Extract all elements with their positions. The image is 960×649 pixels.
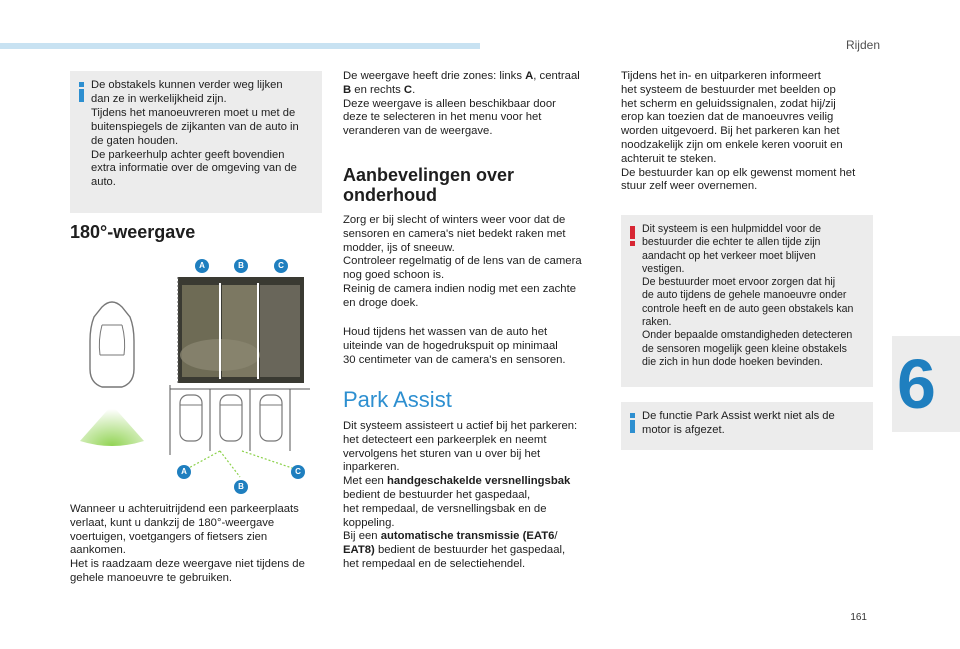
info-box-text [642,410,835,438]
info-icon [630,413,635,433]
heading-park-assist: Park Assist [343,387,452,412]
warning-line: bestuurder die echter te allen tijde zijn [642,236,821,249]
header-accent-bar [0,43,480,49]
info-line: Tijdens het manoeuvreren moet u met de [91,106,296,119]
text-line: worden uitgevoerd. Bij het parkeren kan het [621,125,840,138]
text-line: Zorg er bij slecht of winters weer voor dat de [343,214,566,226]
info-line: de gaten houden. [91,134,179,147]
text-line: achteruit te steken. [621,152,717,165]
info-line: extra informatie over de omgeving van de [91,162,297,175]
paragraph-park-assist [343,420,577,572]
paragraph-zones [343,70,580,139]
heading-line: onderhoud [343,185,437,205]
text-line: uiteinde van de hogedrukspuit op minimaal [343,339,558,352]
info-box-park-assist [621,402,873,450]
paragraph-onderhoud [343,214,582,311]
zone-badge-c-bottom: C [291,465,305,479]
heading-180-weergave: 180°-weergave [70,222,196,242]
chapter-title: Rijden [845,38,880,52]
text-line: verlaat, kunt u dankzij de 180°-weergave [70,516,275,529]
text-line: noodzakelijk zijn om enkele keren vooruit en [621,138,843,151]
heading-line: Aanbevelingen over [343,165,515,185]
paragraph-180-usage [70,503,305,586]
zone-badge-c-top: C [274,259,288,273]
parked-cars [170,389,310,451]
warning-line: aandacht op het verkeer moet blijven [642,249,816,262]
info-line: De parkeerhulp achter geeft bovendien [91,148,285,161]
text-line: Met een handgeschakelde versnellingsbak [343,475,571,488]
text-line: De weergave heeft drie zones: links A, centraal [343,70,580,82]
text-line: Dit systeem assisteert u actief bij het parkeren: [343,420,578,432]
figure-180-view [70,255,320,500]
paragraph-park-assist-intro [621,70,855,194]
info-line: motor is afgezet. [642,423,725,436]
text-line: voertuigen, voetgangers of fietsers zien [70,530,268,543]
text-line: 30 centimeter van de camera's en sensoren. [343,353,566,366]
info-line: buitenspiegels de zijkanten van de auto in [91,120,299,133]
warning-line: Onder bepaalde omstandigheden detecteren [642,329,853,342]
text-line: veranderen van de weergave. [343,125,493,138]
text-line: sensoren en camera's niet bedekt raken met [343,227,566,240]
text-line: Bij een automatische transmissie (EAT6/ [343,530,558,543]
page-number: 161 [850,612,867,623]
text-line: vervolgens het sturen van u over bij het [343,447,541,460]
zone-badge-a-top: A [195,259,209,273]
info-box-obstacles [70,71,322,213]
text-line: Deze weergave is alleen beschikbaar door [343,97,556,110]
warning-line: de auto tijdens de gehele manoeuvre onder [642,289,847,302]
info-line: dan ze in werkelijkheid zijn. [91,92,227,105]
car-top-view [90,302,134,387]
text-line: het systeem de bestuurder met beelden op [621,83,836,96]
text-line: aankomen. [70,544,126,557]
info-icon [79,82,84,102]
text-line: De bestuurder kan op elk gewenst moment het [621,166,856,179]
text-line: koppeling. [343,516,395,529]
warning-box-text [642,223,853,369]
info-line: De obstakels kunnen verder weg lijken [91,79,283,91]
text-line: het rempedaal, de versnellingsbak en de [343,502,547,515]
text-line: inparkeren. [343,461,400,474]
text-line: EAT8) bedient de bestuurder het gaspedaal, [343,544,566,557]
heading-onderhoud [343,165,514,205]
text-line: erop kan toezien dat de manoeuvres veilig [621,111,834,124]
text-line: stuur zelf weer overnemen. [621,180,758,193]
text-line: Wanneer u achteruitrijdend een parkeerplaats [70,503,299,515]
text-line: bedient de bestuurder het gaspedaal, [343,488,531,501]
zone-badge-b-bottom: B [234,480,248,494]
zone-badge-b-top: B [234,259,248,273]
info-line: auto. [91,176,116,189]
warning-icon [630,226,635,248]
info-line: De functie Park Assist werkt niet als de [642,410,835,422]
paragraph-wassen [343,326,566,367]
text-line: Reinig de camera indien nodig met een zachte [343,282,576,295]
info-box-text [91,79,299,190]
text-line: modder, ijs of sneeuw. [343,241,455,254]
text-line: B en rechts C. [343,83,416,96]
text-line: het rempedaal en de selectiehendel. [343,557,526,570]
camera-field-zone [80,405,144,446]
text-line: Controleer regelmatig of de lens van de camera [343,255,582,268]
warning-box [621,215,873,387]
warning-line: die zich in hun dode hoeken bevinden. [642,355,823,368]
text-line: het detecteert een parkeerplek en neemt [343,433,547,446]
text-line: Houd tijdens het wassen van de auto het [343,326,548,338]
text-line: het scherm en geluidssignalen, zodat hij/zij [621,97,836,110]
warning-line: raken. [642,316,672,329]
text-line: en droge doek. [343,296,419,309]
warning-line: de sensoren mogelijk geen kleine obstakels [642,342,847,355]
warning-line: vestigen. [642,262,685,275]
warning-line: controle heeft en de auto geen obstakels kan [642,302,854,315]
figure-180-illustration [70,255,320,500]
text-line: deze te selecteren in het menu voor het [343,111,542,124]
chapter-number: 6 [897,345,936,423]
text-line: gehele manoeuvre te gebruiken. [70,571,233,584]
warning-line: De bestuurder moet ervoor zorgen dat hij [642,276,836,289]
warning-line: Dit systeem is een hulpmiddel voor de [642,223,822,235]
zone-badge-a-bottom: A [177,465,191,479]
text-line: Het is raadzaam deze weergave niet tijdens de [70,558,305,571]
text-line: Tijdens het in- en uitparkeren informeert [621,70,821,82]
text-line: nog goed schoon is. [343,269,445,282]
